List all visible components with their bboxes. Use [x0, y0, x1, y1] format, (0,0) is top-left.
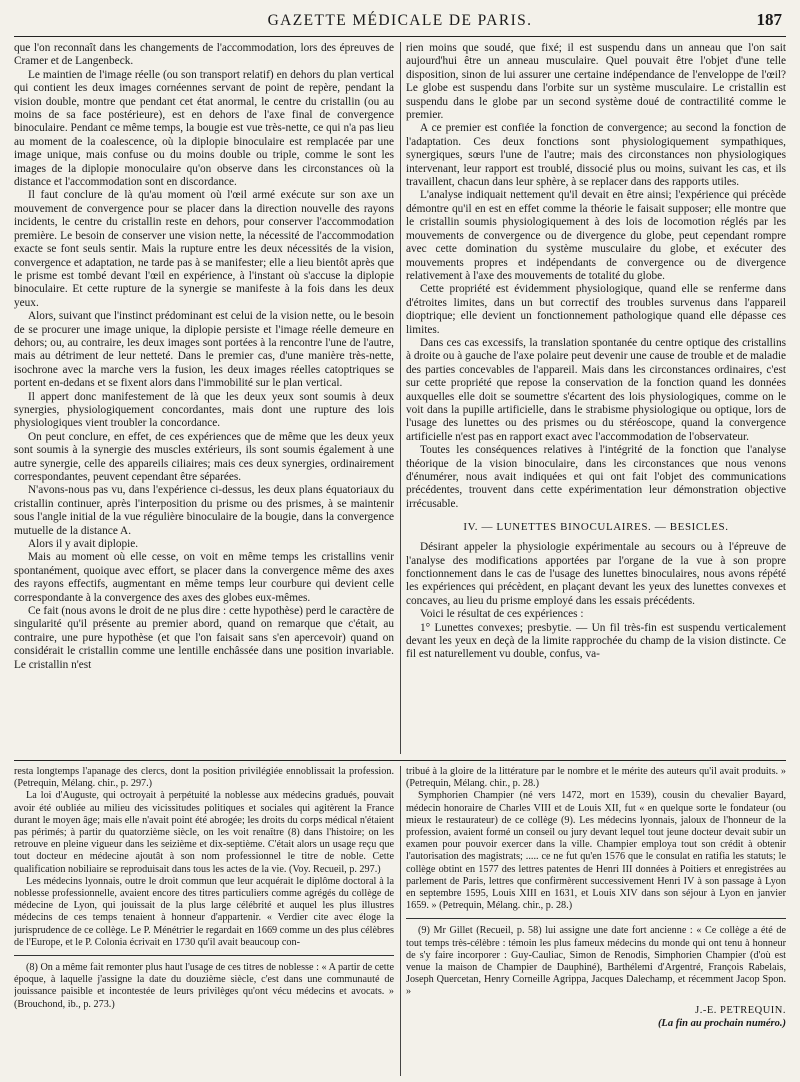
note-paragraph: tribué à la gloire de la littérature par le nombre et le mérite des auteurs qu'il avait produits. » (Petrequin, Mélang. chir., p. 28.): [406, 766, 786, 790]
running-head: [14, 10, 786, 37]
paragraph: N'avons-nous pas vu, dans l'expérience ci-dessus, les deux plans équatoriaux du cristallin continuer, après l'interposition du prisme ou des prismes, à se maintenir sous l'angle initial de la vue régulière binoculaire de la bougie, dans la convergence mutuelle de la distance A.: [14, 484, 394, 537]
column-divider: [400, 42, 401, 754]
footnote-divider: [406, 918, 786, 919]
paragraph: A ce premier est confiée la fonction de convergence; au second la fonction de l'adaptation. Ces deux fonctions sont physiologiquement sympathiques, synergiques, sœurs l'une de l'autre; mais des circonstances non physiologiques intervenant, leur rapport est troublé, dissocié plus ou moins, suivant les cas, et ils travaillent, chacun dans leur sphère, à se replacer dans des rapports utiles.: [406, 122, 786, 189]
continued-notice: (La fin au prochain numéro.): [657, 1017, 786, 1029]
main-text: [14, 42, 786, 754]
journal-title: GAZETTE MÉDICALE DE PARIS.: [267, 12, 533, 29]
paragraph: L'analyse indiquait nettement qu'il devait en être ainsi; l'expérience qui précède démontre qu'il en est en effet comme la théorie le faisait supposer; elle montre que le cristallin soumis physiologiquement à des lois de locomotion réglés par les mouvements de convergence ou de divergence du globe, peut cependant rompre avec cette domination du système musculaire du globe, et exécuter des mouvements propres et indépendants de convergence ou de divergence relativement à l'axe des mouvements de totalité du globe.: [406, 189, 786, 282]
footnote: (9) Mr Gillet (Recueil, p. 58) lui assigne une date fort ancienne : « Ce collège a été de tout temps très-célèbre : témoin les plus fameux médecins du monde qui ont tenu à honneur de s'y faire incorporer : Guy-Cauliac, Simon de Renodis, Simphorien Champier (d'où est venue la maison de Champier de Dauphiné), Barthélemi d'Argentré, François Rabelais, Joseph Quercetan, Henry Corneille Agrippa, Jacques Dalechamp, et récemment Jacop Spon. »: [406, 925, 786, 998]
paragraph: rien moins que soudé, que fixé; il est suspendu dans un anneau que l'on sait aujourd'hui être un anneau musculaire. Quel pouvait être l'objet d'une telle disposition, sinon de lui assurer une certaine indépendance de l'enveloppe de l'œil? Le globe est suspendu dans l'orbite sur un système musculaire. Le cristallin est suspendu dans le globe par un second système doué de contractilité comme le premier.: [406, 42, 786, 122]
paragraph: Il faut conclure de là qu'au moment où l'œil armé exécute sur son axe un mouvement de convergence pour se placer dans la direction nouvelle des rayons incidents, le centre du cristallin reste en dehors, pour conserver l'accommodation première. Le besoin de conserver une vision nette, la nécessité de l'accommodation exacte se font seuls sentir. Mais la rupture entre les deux nécessités de la vision, convergence et adaptation, ne tarde pas à se manifester; elle a lieu bientôt après que le prisme est tombé devant l'œil en expérience, à l'instant où s'accuse la diplopie binoculaire. Et cette rupture de la synergie se manifeste à la fois dans les deux yeux.: [14, 189, 394, 309]
paragraph: 1° Lunettes convexes; presbytie. — Un fil très-fin est suspendu verticalement devant les yeux en deçà de la limite rapprochée du champ de la vision distincte. Ce fil est naturellement vu double, confus, va-: [406, 621, 786, 661]
note-paragraph: Les médecins lyonnais, outre le droit commun que leur acquérait le diplôme doctoral à la noblesse professionnelle, avaient encore des titres particuliers comme agrégés du collège de médecine de Lyon, qui jouissait de la plus large célébrité et auquel les plus illustres médecins de ces temps tenaient à honneur d'appartenir. « Verdier cite avec éloge la jurisprudence de ce collège. Le P. Ménétrier le regardait en 1669 comme un des plus célèbres de l'Europe, et le P. Colonia écrivait en 1730 qu'il avait beaucoup con-: [14, 875, 394, 948]
paragraph: Cette propriété est évidemment physiologique, quand elle se renferme dans d'étroites limites, dans un but correctif des troubles survenus dans l'appareil dioptrique; elle devient un fonctionnement pathologique quand elle dépasse ces limites.: [406, 283, 786, 336]
paragraph: Il appert donc manifestement de là que les deux yeux sont soumis à deux synergies, physiologiquement concordantes, mais dont une rupture des lois physiologiques vient troubler la concordance.: [14, 390, 394, 430]
page-number: 187: [756, 10, 782, 29]
notes-section: [14, 766, 786, 1076]
paragraph: Le maintien de l'image réelle (ou son transport relatif) en dehors du plan vertical qui contient les deux images cornéennes servant de point de repère, pendant la vision double, montre que pendant cet état anormal, le centre du cristallin (ou au moins de sa face postérieure), est en dehors de l'axe final de convergence binoculaire. Pendant ce même temps, la bougie est vue très-nette, ce qui n'a pas lieu au moment de la coalescence, où la diplopie binoculaire est remplacée par une image unique, mais confuse ou du moins double ou triple, comme le sont les images de la diplopie monoculaire qu'on observe dans les circonstances où la distance et l'accommodation sont en discordance.: [14, 68, 394, 189]
paragraph: Toutes les conséquences relatives à l'intégrité de la fonction que l'analyse théorique de la vision binoculaire, dans les circonstances que nous venons d'énumérer, nous avait indiquées et qui ont fait l'objet des communications précédentes, trouvent dans cette expérimentation leur démonstration objective irrécusable.: [406, 444, 786, 510]
footnote-divider: [14, 955, 394, 956]
notes-column-divider: [400, 766, 401, 1076]
paragraph: Dans ces cas excessifs, la translation spontanée du centre optique des cristallins à droite ou à gauche de l'axe polaire peut devenir une cause de trouble et de maladie des parties concevables de l'appareil. Mais dans les circonstances ordinaires, c'est sur cette propriété que repose la conservation de la fonction quand les données auxquelles elle doit se soumettre s'écartent des lois physiologiques, comme on le voit dans la pupille artificielle, dans le strabisme physiologique ou optique, lors de l'usage des lunettes ou des prismes ou du stéréoscope, quand la convergence artificielle n'est pas en rapport exact avec l'accommodation de l'observateur.: [406, 336, 786, 443]
newspaper-page: [14, 10, 786, 1076]
paragraph: Désirant appeler la physiologie expérimentale au secours ou à l'épreuve de l'analyse des modifications apportées par l'organe de la vue à son propre fonctionnement dans le cas de l'usage des lunettes binoculaires, nous avons répété les expériences qui précèdent, en plaçant devant les yeux des lunettes convexes et concaves, au lieu du prisme employé dans les essais précédents.: [406, 541, 786, 607]
notes-left-column: [14, 766, 394, 1076]
footnote: (8) On a même fait remonter plus haut l'usage de ces titres de noblesse : « A partir de cette époque, à laquelle j'assigne la date du douzième siècle, c'est dans une communauté de jouissance paisible et incontestée de leurs privilèges qu'ont vécu médecins et avocats. » (Brouchond, ib., p. 273.): [14, 962, 394, 1010]
note-paragraph: Symphorien Champier (né vers 1472, mort en 1539), cousin du chevalier Bayard, médecin honoraire de Charles VIII et de Louis XII, fut « en quelque sorte le fondateur (ou mieux le restaurateur) de ce collège (9). Les médecins lyonnais, jaloux de l'honneur de la profession, avaient formé un conseil ou jury devant lequel tout jeune docteur devait subir un examen pour pouvoir exercer dans la ville. Champier employa tout son crédit à obtenir l'autorisation des magistrats; ..... ce ne fut qu'en 1576 que le consulat en ratifia les statuts; le collège obtint en 1577 des lettres patentes de Henri III données à Poitiers et enregistrées au parlement de Paris, lettres que confirmèrent successivement Henri IV à son passage à Lyon en septembre 1595, Louis XIII en 1631, et Louis XIV dans son séjour à Lyon en janvier 1659. » (Petrequin, Mélang. chir., p. 28.): [406, 790, 786, 912]
paragraph: Alors, suivant que l'instinct prédominant est celui de la vision nette, ou le besoin de se procurer une image unique, la diplopie persiste et l'image réelle demeure en dehors; ou, au contraire, les deux images sont portées à la rencontre l'une de l'autre, mais au détriment de leur netteté. Dans le premier cas, d'une manière très-nette, isochrone avec la marche vers la fusion, les deux images réelles catoptriques se portent en-dedans et se fixent alors dans l'immobilité sur le plan vertical.: [14, 310, 394, 390]
author-signature: J.-E. PETREQUIN.: [695, 1004, 786, 1016]
left-column: [14, 42, 394, 754]
paragraph: Mais au moment où elle cesse, on voit en même temps les cristallins venir spontanément, quoique avec effort, se placer dans la convergence même des axes des rayons effectifs, augmentant en même temps leur courbure qui devient celle correspondante à la convergence des axes des globes eux-mêmes.: [14, 551, 394, 604]
paragraph: Voici le résultat de ces expériences :: [420, 608, 584, 621]
section-heading: IV. — LUNETTES BINOCULAIRES. — BESICLES.: [463, 521, 729, 534]
note-paragraph: resta longtemps l'apanage des clercs, dont la position privilégiée ennoblissait la profession. (Petrequin, Mélang. chir., p. 297.): [14, 766, 394, 790]
paragraph: Alors il y avait diplopie.: [28, 538, 139, 551]
notes-right-column: [406, 766, 786, 1076]
right-column: [406, 42, 786, 754]
paragraph: Ce fait (nous avons le droit de ne plus dire : cette hypothèse) perd le caractère de singularité qu'il présente au premier abord, quand on remarque que c'était, au contraire, une pure hypothèse (et que l'on faisait sans s'en apercevoir) quand on considérait le cristallin comme une lentille enchâssée dans une position invariable. Le cristallin n'est: [14, 605, 394, 671]
notes-divider: [14, 760, 786, 761]
paragraph: que l'on reconnaît dans les changements de l'accommodation, lors des épreuves de Cramer et de Langenbeck.: [14, 42, 394, 68]
note-paragraph: La loi d'Auguste, qui octroyait à perpétuité la noblesse aux médecins gradués, pouvait avoir été oubliée au milieu des vicissitudes politiques et sociales qui agitèrent la France durant le moyen âge; mais elle n'avait point été abrogée; les droits du corps médical n'étaient pas périmés; à partir du quatorzième siècle, on les voit renaître (8) dans l'histoire; on les retrouve en pleine vigueur dans les seizième et dix-septième. C'était alors un usage reçu que tout docteur en médecine ajoutât à son nom professionnel le titre de noble. Cette qualification nobiliaire se reproduisait dans tous les actes de la vie. (Voy. Recueil, p. 297.): [14, 790, 394, 875]
paragraph: On peut conclure, en effet, de ces expériences que de même que les deux yeux sont soumis à la synergie des muscles extérieurs, ils sont soumis également à une autre synergie, celle des appareils ciliaires; mais ces deux synergies, ordinairement correspondantes, peuvent cependant être séparées.: [14, 430, 394, 483]
